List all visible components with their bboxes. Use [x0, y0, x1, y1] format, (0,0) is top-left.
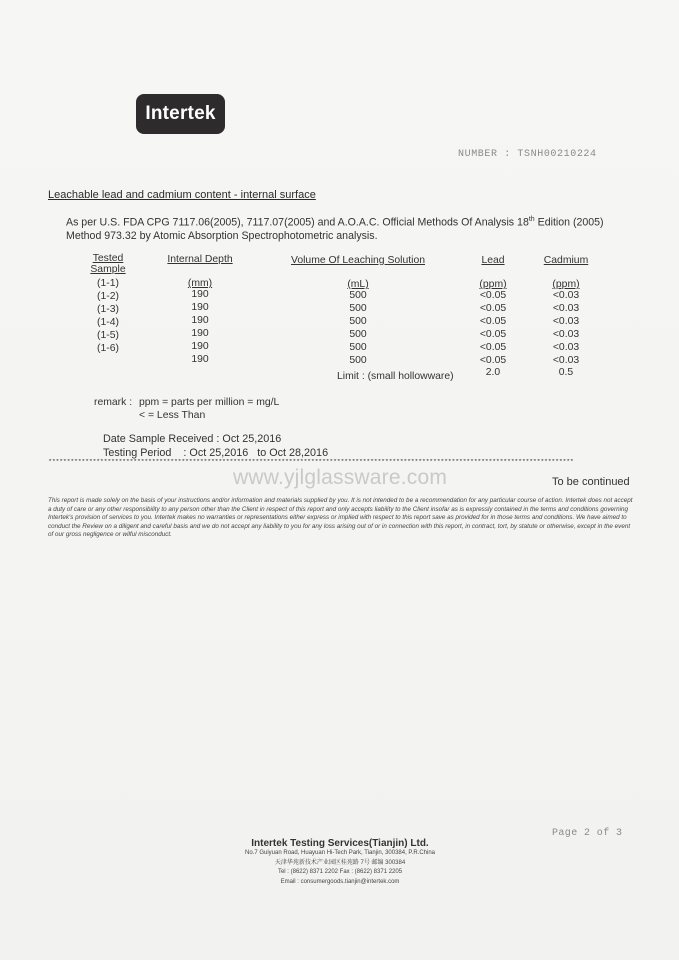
cell-sample: (1-4) — [97, 316, 119, 328]
remark-label: remark : — [94, 397, 133, 408]
watermark: www.yjlglassware.com — [233, 466, 448, 489]
col-unit: (ppm) — [479, 279, 507, 290]
testing-period: Testing Period : Oct 25,2016 to Oct 28,2016 — [103, 446, 329, 459]
cell-sample: (1-1) — [97, 278, 119, 289]
test-dates — [103, 433, 328, 460]
col-unit: (ppm) — [552, 279, 580, 290]
cell-depth: 190 — [191, 301, 209, 313]
col-lead — [468, 255, 518, 380]
separator-line: ********************************************************************************************************************************************** — [48, 459, 574, 467]
cell-limit-cadmium: 0.5 — [558, 367, 574, 379]
remark — [94, 396, 279, 422]
disclaimer: This report is made solely on the basis of your instructions and/or information and materials supplied by you. It is not intended to be a recommendation for any particular course of action. Intertek does not accept a duty of care or any other responsibility to any person other than the Client in respect of this report and only accepts liability to the Client insofar as is expressly contained in the terms and conditions governing Intertek's provision of services to you. Intertek makes no warranties or representations either express or implied with respect to this report save as provided for in those terms and conditions. We have aimed to conduct the Review on a diligent and careful basis and we do not accept any liability to you for any loss arising out of or in connection with this report, in contract, tort, by statute or otherwise, except in the event of our gross negligence or wilful misconduct. — [48, 497, 633, 539]
col-header: Internal Depth — [167, 254, 233, 265]
cell-cadmium: <0.03 — [552, 315, 580, 327]
col-volume — [283, 255, 433, 367]
cell-depth: 190 — [191, 327, 209, 339]
col-header: Volume Of Leaching Solution — [290, 255, 425, 266]
cell-cadmium: <0.03 — [552, 290, 580, 301]
cell-depth: 190 — [191, 340, 209, 352]
footer-address-cn: 天津华苑新技术产业园区桂苑路 7号 邮编 300384 — [274, 859, 406, 866]
remark-line2: < = Less Than — [139, 410, 206, 421]
cell-sample: (1-2) — [97, 290, 119, 302]
cell-cadmium: <0.03 — [552, 354, 580, 366]
cell-sample: (1-6) — [97, 342, 119, 354]
cell-volume: 500 — [349, 290, 367, 301]
footer-address: No.7 Guiyuan Road, Huayuan Hi-Tech Park, Tianjin, 300384, P.R.China — [245, 850, 435, 856]
section-title: Leachable lead and cadmium content - internal surface — [48, 189, 316, 201]
col-unit: (mL) — [347, 279, 369, 290]
report-number: NUMBER : TSNH00210224 — [458, 149, 597, 160]
to-be-continued: To be continued — [552, 476, 630, 488]
limit-label: Limit : (small hollowware) — [337, 371, 454, 382]
cell-lead: <0.05 — [479, 302, 507, 314]
cell-sample: (1-3) — [97, 303, 119, 315]
cell-limit-lead: 2.0 — [485, 367, 501, 379]
footer-company: Intertek Testing Services(Tianjin) Ltd. — [251, 838, 429, 849]
cell-volume: 500 — [349, 341, 367, 353]
cell-cadmium: <0.03 — [552, 328, 580, 340]
intertek-logo: Intertek — [136, 94, 225, 134]
cell-cadmium: <0.03 — [552, 341, 580, 353]
col-header: Sample — [90, 264, 126, 275]
cell-sample: (1-5) — [97, 329, 119, 341]
col-header: Tested — [92, 253, 124, 264]
col-internal-depth — [160, 254, 240, 366]
footer-phone: Tel : (8622) 8371 2202 Fax : (8622) 8371 2205 — [277, 869, 403, 875]
col-unit: (mm) — [187, 278, 213, 289]
footer — [200, 838, 480, 887]
cell-lead: <0.05 — [479, 328, 507, 340]
cell-volume: 500 — [349, 315, 367, 327]
col-header: Lead — [481, 255, 505, 266]
footer-email: Email : consumergoods.tianjin@intertek.com — [280, 878, 400, 885]
col-header: Cadmium — [543, 255, 589, 266]
cell-lead: <0.05 — [479, 290, 507, 301]
col-tested-sample — [86, 253, 130, 355]
page-number: Page 2 of 3 — [552, 828, 623, 839]
cell-depth: 190 — [191, 314, 209, 326]
cell-lead: <0.05 — [479, 341, 507, 353]
cell-depth: 190 — [191, 353, 209, 365]
date-received: Date Sample Received : Oct 25,2016 — [103, 433, 282, 445]
cell-cadmium: <0.03 — [552, 302, 580, 314]
remark-line1: ppm = parts per million = mg/L — [139, 397, 280, 408]
cell-lead: <0.05 — [479, 354, 507, 366]
cell-depth: 190 — [191, 289, 209, 300]
cell-volume: 500 — [349, 354, 367, 366]
col-cadmium — [536, 255, 596, 380]
cell-lead: <0.05 — [479, 315, 507, 327]
cell-volume: 500 — [349, 328, 367, 340]
cell-volume: 500 — [349, 302, 367, 314]
method-description: As per U.S. FDA CPG 7117.06(2005), 7117.07(2005) and A.O.A.C. Official Methods Of Analysis 18th Edition (2005) Method 973.32 by Atomic Absorption Spectrophotometric analysis. — [66, 216, 604, 243]
